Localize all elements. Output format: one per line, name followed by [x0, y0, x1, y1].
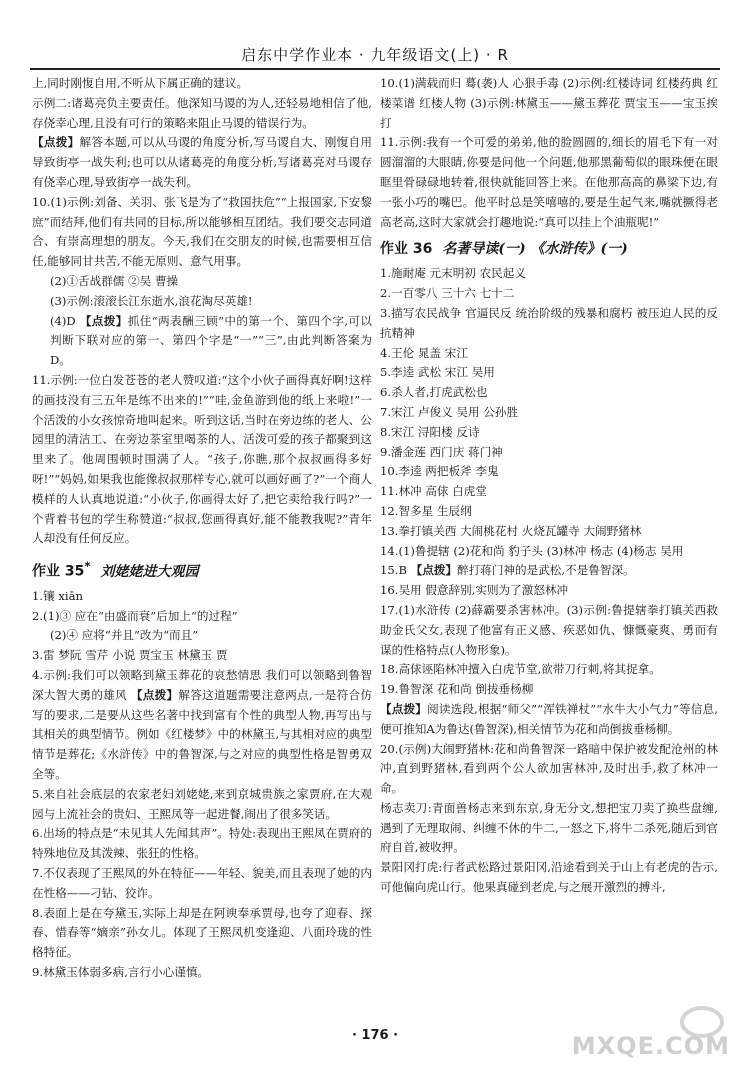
answer-14: 14.(1)鲁提辖 (2)花和尚 豹子头 (3)林冲 杨志 (4)杨志 吴用 — [380, 543, 684, 558]
answer-20-yangzhi: 杨志卖刀:青面兽杨志来到东京,身无分文,想把宝刀卖了换些盘缠,遇到了无理取闹、纠缠不休的牛二,一怒之下,将牛二杀死,随后到官府自首,被收押。 — [380, 800, 718, 855]
answer-11: 11.示例:我有一个可爱的弟弟,他的脸圆圆的,细长的眉毛下有一对圆溜溜的大眼睛,你要是问他一个问题,他那黑葡萄似的眼珠便在眼眶里骨碌碌地转着,很快就能回答上来。在他那高高的鼻梁下边,有一张小巧的嘴巴。他平时总是笑嘻嘻的,要是生起气来,嘴就撅得老高老高,这时大家就会打趣地说:“真可以挂上个油瓶呢!” — [380, 135, 718, 229]
section-title: 名著导读(一) 《水浒传》(一) — [442, 241, 628, 258]
answer-10: 10.(1)满载而归 蓦(袭)人 心狠手毒 (2)示例:红楼诗词 红楼药典 红楼菜谱 红楼人物 (3)示例:林黛玉——黛玉葬花 贾宝玉——宝玉挨打 — [380, 76, 718, 130]
left-column — [32, 74, 372, 983]
text-line: 上,同时刚愎自用,不听从下属正确的建议。 — [32, 76, 249, 90]
text-paragraph: 示例二:诸葛亮负主要责任。他深知马谡的为人,还轻易地相信了他,存侥幸心理,且没有可行的策略来阻止马谡的错误行为。 — [32, 95, 372, 130]
answer-2-2: (2)④ 应将“并且”改为“而且” — [50, 628, 199, 643]
answer-5: 5.来自社会底层的农家老妇刘姥姥,来到京城贵族之家贾府,在大观园与上流社会的贵妇、王熙凤等一起进餐,闹出了很多笑话。 — [32, 786, 372, 821]
answer-11: 11.林冲 高俅 白虎堂 — [380, 484, 487, 499]
answer-18: 18.高俅诬陷林冲擅入白虎节堂,欲带刀行刺,将其捉拿。 — [380, 662, 661, 677]
answer-2: 2.(1)③ 应在“由盛而衰”后加上“的过程” — [32, 608, 238, 623]
header-title: 启东中学作业本 · 九年级语文(上) · R — [241, 46, 509, 64]
answer-1: 1.施耐庵 元末明初 农民起义 — [380, 266, 526, 281]
answer-11: 11.示例:一位白发苍苍的老人赞叹道:“这个小伙子画得真好啊!这样的画技没有三五年是练不出来的!”“哇,金鱼游到他的纸上来啦!”一个活泼的小女孩惊奇地叫起来。听到这话,当时在旁边练的老人、公园里的清洁工、在旁边茶室里喝茶的人、活泼可爱的孩子都聚到这里来了。他周围顿时围满了人。“孩子,你瞧,那个叔叔画得多好呀!”“妈妈,如果我也能像叔叔那样专心,就可以画好画了?”一个商人模样的人认真地说道:“小伙子,你画得太好了,把它卖给我行吗?”一个背着书包的学生称赞道:“叔叔,您画得真好,能不能教我呢?”青年人却没有任何反应。 — [32, 372, 372, 546]
answer-1: 1.镶 xiān — [32, 588, 83, 603]
answer-10: 10.(1)示例:刘备、关羽、张飞是为了“救国扶危”“上报国家,下安黎庶”而结拜,他们有共同的目标,所以能够相互团结。我们要交志同道合、有崇高理想的朋友。今天,我们在交朋友的时候,也需要相互信任,能够同甘共苦,不能无原则、意气用事。 — [32, 194, 372, 269]
answer-10-4: (4)D 【点拨】抓住“两表酬三顾”中的第一个、第四个字,可以判断下联对应的第一、第四个字是“一”“三”,由此判断答案为D。 — [50, 313, 372, 368]
section-heading-36 — [380, 238, 718, 260]
right-column — [380, 74, 718, 898]
answer-9: 9.林黛玉体弱多病,言行小心谨慎。 — [32, 964, 210, 979]
answer-2: 2.一百零八 三十六 七十二 — [380, 286, 515, 301]
hint-tag: 【点拨】 — [32, 135, 80, 150]
page-header — [0, 0, 750, 62]
watermark-text: MXQE.COM — [571, 1032, 730, 1060]
answer-15: 15.B 【点拨】醉打蒋门神的是武松,不是鲁智深。 — [380, 563, 635, 578]
answer-8: 8.宋江 浔阳楼 反诗 — [380, 424, 480, 439]
answer-9: 9.潘金莲 西门庆 蒋门神 — [380, 444, 503, 459]
hint-paragraph: 【点拨】阅读选段,根据“师父”“浑铁禅杖”“水牛大小气力”等信息,便可推知A为鲁达(鲁智深),相关情节为花和尚倒拔垂杨柳。 — [380, 701, 718, 736]
hint-tag: 【点拨】 — [79, 313, 128, 328]
answer-20: 20.(示例)大闹野猪林:花和尚鲁智深一路暗中保护被发配沧州的林冲,直到野猪林,看到两个公人欲加害林冲,及时出手,救了林冲一命。 — [380, 741, 718, 796]
answer-20-jingyanggang: 景阳冈打虎:行者武松路过景阳冈,沿途看到关于山上有老虎的告示,可他偏向虎山行。他果真碰到老虎,与之展开激烈的搏斗, — [380, 860, 718, 895]
answer-7: 7.宋江 卢俊义 吴用 公孙胜 — [380, 404, 519, 419]
header-divider — [30, 68, 720, 70]
answer-3: 3.描写农民战争 官逼民反 统治阶级的残暴和腐朽 被压迫人民的反抗精神 — [380, 305, 718, 340]
page-number: · 176 · — [351, 1028, 399, 1043]
section-label: 作业 36 — [380, 241, 433, 258]
answer-4: 4.王伦 晁盖 宋江 — [380, 345, 468, 360]
answer-16: 16.吴用 假意辞别,实则为了激怒林冲 — [380, 583, 569, 598]
answer-8: 8.表面上是在夸黛玉,实际上却是在阿谀奉承贾母,也夸了迎春、探春、惜春等“嫡亲”孙女儿。体现了王熙凤机变逢迎、八面玲珑的性格特征。 — [32, 905, 372, 960]
answer-12: 12.智多星 生辰纲 — [380, 503, 472, 518]
section-star: * — [84, 559, 91, 574]
answer-6: 6.杀人者,打虎武松也 — [380, 385, 488, 400]
answer-19: 19.鲁智深 花和尚 倒拔垂杨柳 — [380, 682, 534, 697]
answer-4: 4.示例:我们可以领略到黛玉葬花的哀愁情思 我们可以领略到鲁智深大智大勇的雄风 【点拨】解答这道题需要注意两点,一是符合仿写的要求,二是要从这些名著中找到富有个性的典型人物,再写出与其相关的典型情节。例如《红楼梦》中的林黛玉,与其相对应的典型情节是葬花;《水浒传》中的鲁智深,与之对应的典型性格是智勇双全等。 — [32, 667, 372, 781]
answer-10-3: (3)示例:滚滚长江东逝水,浪花淘尽英雄! — [50, 293, 253, 308]
answer-6: 6.出场的特点是“未见其人先闻其声”。特处:表现出王熙凤在贾府的特殊地位及其泼辣、张狂的性格。 — [32, 826, 372, 861]
answer-13: 13.拳打镇关西 大闹桃花村 火烧瓦罐寺 大闹野猪林 — [380, 523, 642, 538]
answer-5: 5.李逵 武松 宋江 吴用 — [380, 365, 495, 380]
hint-tag: 【点拨】 — [380, 701, 428, 716]
hint-tag: 【点拨】 — [410, 563, 458, 578]
answer-17: 17.(1)水浒传 (2)薛霸要杀害林冲。(3)示例:鲁提辖拳打镇关西救助金氏父女,表现了他富有正义感、疾恶如仇、慷慨豪爽、勇而有谋的性格特点(人物形象)。 — [380, 602, 718, 657]
section-label: 作业 35 — [32, 563, 85, 580]
answer-3: 3.雷 梦阮 雪芹 小说 贾宝玉 林黛玉 贾 — [32, 648, 228, 663]
hint-tag: 【点拨】 — [130, 687, 179, 702]
answer-7: 7.不仅表现了王熙凤的外在特征——年轻、貌美,而且表现了她的内在性格——刁钻、狡诈。 — [32, 865, 372, 900]
hint-paragraph: 【点拨】解答本题,可以从马谡的角度分析,写马谡自大、刚愎自用导致街亭一战失利;也可以从诸葛亮的角度分析,写诸葛亮对马谡存有侥幸心理,导致街亭一战失利。 — [32, 135, 372, 189]
section-title: 刘姥姥进大观园 — [100, 563, 199, 580]
section-heading-35 — [32, 555, 372, 583]
answer-10: 10.李逵 两把板斧 李鬼 — [380, 464, 499, 479]
answer-10-2: (2)①舌战群儒 ②吴 曹操 — [50, 273, 179, 288]
